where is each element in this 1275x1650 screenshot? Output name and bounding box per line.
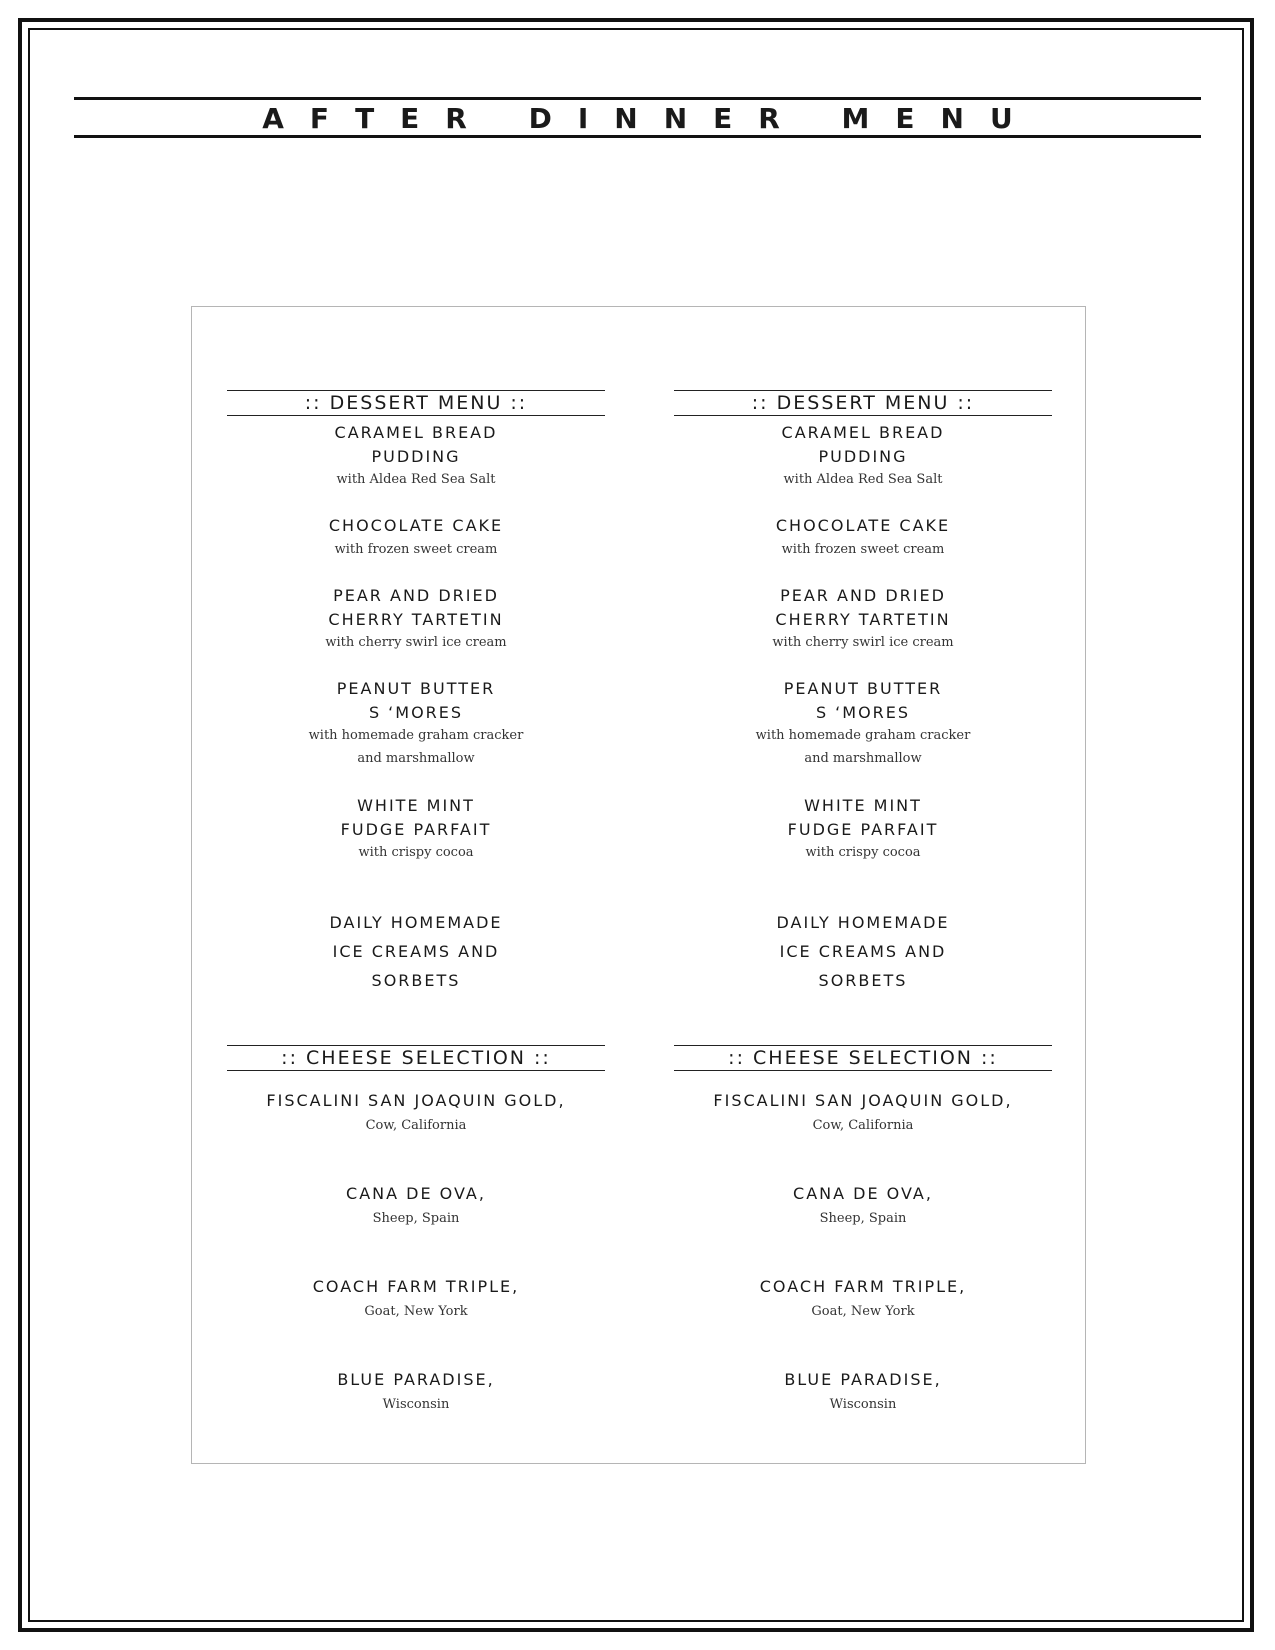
daily-line: ICE CREAMS AND <box>779 942 947 961</box>
menu-card <box>191 306 1086 1464</box>
dessert-name: CARAMEL BREAD <box>781 423 945 442</box>
cheese-origin: Cow, California <box>812 1118 914 1133</box>
cheese-origin: Goat, New York <box>811 1304 915 1319</box>
dessert-description: with crispy cocoa <box>358 845 474 860</box>
dessert-description: with homemade graham cracker <box>308 728 524 743</box>
cheese-name: FISCALINI SAN JOAQUIN GOLD, <box>713 1091 1013 1110</box>
cheese-origin: Cow, California <box>365 1118 467 1133</box>
daily-line: SORBETS <box>371 971 461 990</box>
dessert-item <box>674 794 1052 864</box>
dessert-description: with cherry swirl ice cream <box>772 635 954 650</box>
dessert-name: CHOCOLATE CAKE <box>775 516 951 535</box>
dessert-name: WHITE MINT <box>357 796 475 815</box>
dessert-name: PEANUT BUTTER <box>336 679 496 698</box>
dessert-name: CHOCOLATE CAKE <box>328 516 504 535</box>
dessert-heading: :: DESSERT MENU :: <box>227 390 605 416</box>
dessert-item <box>674 584 1052 654</box>
daily-ice-cream-item <box>227 908 605 995</box>
cheese-origin: Sheep, Spain <box>372 1211 460 1226</box>
dessert-item <box>227 584 605 654</box>
cheese-item <box>227 1182 605 1231</box>
cheese-name: CANA DE OVA, <box>793 1184 933 1203</box>
daily-line: DAILY HOMEMADE <box>329 913 503 932</box>
dessert-description: with Aldea Red Sea Salt <box>783 472 943 487</box>
dessert-name: PUDDING <box>818 446 908 466</box>
cheese-item <box>674 1368 1052 1417</box>
cheese-origin: Goat, New York <box>364 1304 468 1319</box>
cheese-name: COACH FARM TRIPLE, <box>312 1277 520 1296</box>
dessert-name: S ‘MORES <box>368 702 464 722</box>
cheese-origin: Wisconsin <box>382 1397 450 1412</box>
cheese-item <box>674 1089 1052 1138</box>
dessert-item <box>674 677 1052 770</box>
cheese-item <box>227 1089 605 1138</box>
daily-line: ICE CREAMS AND <box>332 942 500 961</box>
dessert-item <box>674 421 1052 491</box>
cheese-origin: Sheep, Spain <box>819 1211 907 1226</box>
dessert-description: with frozen sweet cream <box>334 541 498 557</box>
cheese-item <box>227 1275 605 1324</box>
daily-line: DAILY HOMEMADE <box>776 913 950 932</box>
dessert-description: and marshmallow <box>357 751 475 766</box>
cheese-heading: :: CHEESE SELECTION :: <box>674 1045 1052 1071</box>
dessert-name: CARAMEL BREAD <box>334 423 498 442</box>
dessert-name: PEAR AND DRIED <box>780 586 946 605</box>
cheese-heading: :: CHEESE SELECTION :: <box>227 1045 605 1071</box>
cheese-name: COACH FARM TRIPLE, <box>759 1277 967 1296</box>
dessert-name: PEANUT BUTTER <box>783 679 943 698</box>
dessert-description: with homemade graham cracker <box>755 728 971 743</box>
dessert-name: WHITE MINT <box>804 796 922 815</box>
dessert-item <box>674 514 1052 561</box>
page-title: AFTER DINNER MENU <box>262 102 1039 135</box>
dessert-item <box>227 677 605 770</box>
cheese-name: FISCALINI SAN JOAQUIN GOLD, <box>266 1091 566 1110</box>
dessert-name: FUDGE PARFAIT <box>787 819 939 839</box>
dessert-description: with cherry swirl ice cream <box>325 635 507 650</box>
cheese-name: CANA DE OVA, <box>346 1184 486 1203</box>
dessert-name: PEAR AND DRIED <box>333 586 499 605</box>
daily-line: SORBETS <box>818 971 908 990</box>
cheese-item <box>674 1275 1052 1324</box>
cheese-item <box>227 1368 605 1417</box>
dessert-description: with Aldea Red Sea Salt <box>336 472 496 487</box>
dessert-description: with crispy cocoa <box>805 845 921 860</box>
dessert-description: with frozen sweet cream <box>781 541 945 557</box>
dessert-description: and marshmallow <box>804 751 922 766</box>
dessert-name: FUDGE PARFAIT <box>340 819 492 839</box>
dessert-item <box>227 794 605 864</box>
dessert-item <box>227 421 605 491</box>
cheese-item <box>674 1182 1052 1231</box>
dessert-name: PUDDING <box>371 446 461 466</box>
dessert-name: CHERRY TARTETIN <box>775 609 951 629</box>
daily-ice-cream-item <box>674 908 1052 995</box>
dessert-item <box>227 514 605 561</box>
cheese-name: BLUE PARADISE, <box>784 1370 942 1389</box>
cheese-origin: Wisconsin <box>829 1397 897 1412</box>
title-rule-bottom <box>74 135 1201 138</box>
cheese-name: BLUE PARADISE, <box>337 1370 495 1389</box>
dessert-name: S ‘MORES <box>815 702 911 722</box>
dessert-name: CHERRY TARTETIN <box>328 609 504 629</box>
dessert-heading: :: DESSERT MENU :: <box>674 390 1052 416</box>
